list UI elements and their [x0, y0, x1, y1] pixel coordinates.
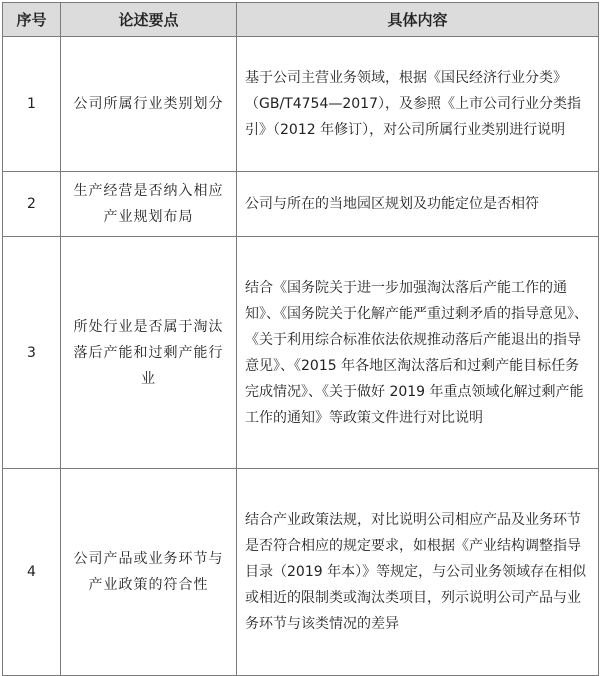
row-point: 生产经营是否纳入相应产业规划布局	[61, 172, 237, 237]
row-index: 3	[3, 237, 61, 469]
row-detail: 公司与所在的当地园区规划及功能定位是否相符	[237, 172, 599, 237]
row-index: 2	[3, 172, 61, 237]
row-detail: 结合产业政策法规，对比说明公司相应产品及业务环节是否符合相应的规定要求，如根据《产业结构调整指导目录（2019 年本）》等规定，与公司业务领域存在相似或相近的限制类或淘汰类项目，列示说明公司产品与业务环节与该类情况的差异	[237, 469, 599, 676]
header-index: 序号	[3, 3, 61, 37]
table-row	[3, 37, 599, 172]
header-point: 论述要点	[61, 3, 237, 37]
row-point: 公司所属行业类别划分	[61, 37, 237, 172]
policy-table	[2, 2, 599, 676]
table-row	[3, 172, 599, 237]
table-header-row	[3, 3, 599, 37]
row-detail: 结合《国务院关于进一步加强淘汰落后产能工作的通知》、《国务院关于化解产能严重过剩矛盾的指导意见》、《关于利用综合标准依法依规推动落后产能退出的指导意见》、《2015 年各地区淘汰落后和过剩产能目标任务完成情况》、《关于做好 2019 年重点领域化解过剩产能工作的通知》等政策文件进行对比说明	[237, 237, 599, 469]
row-detail: 基于公司主营业务领域，根据《国民经济行业分类》（GB/T4754—2017），及参照《上市公司行业分类指引》（2012 年修订），对公司所属行业类别进行说明	[237, 37, 599, 172]
table-row	[3, 237, 599, 469]
row-point: 公司产品或业务环节与产业政策的符合性	[61, 469, 237, 676]
row-index: 4	[3, 469, 61, 676]
table-row	[3, 469, 599, 676]
row-point: 所处行业是否属于淘汰落后产能和过剩产能行业	[61, 237, 237, 469]
header-detail: 具体内容	[237, 3, 599, 37]
row-index: 1	[3, 37, 61, 172]
